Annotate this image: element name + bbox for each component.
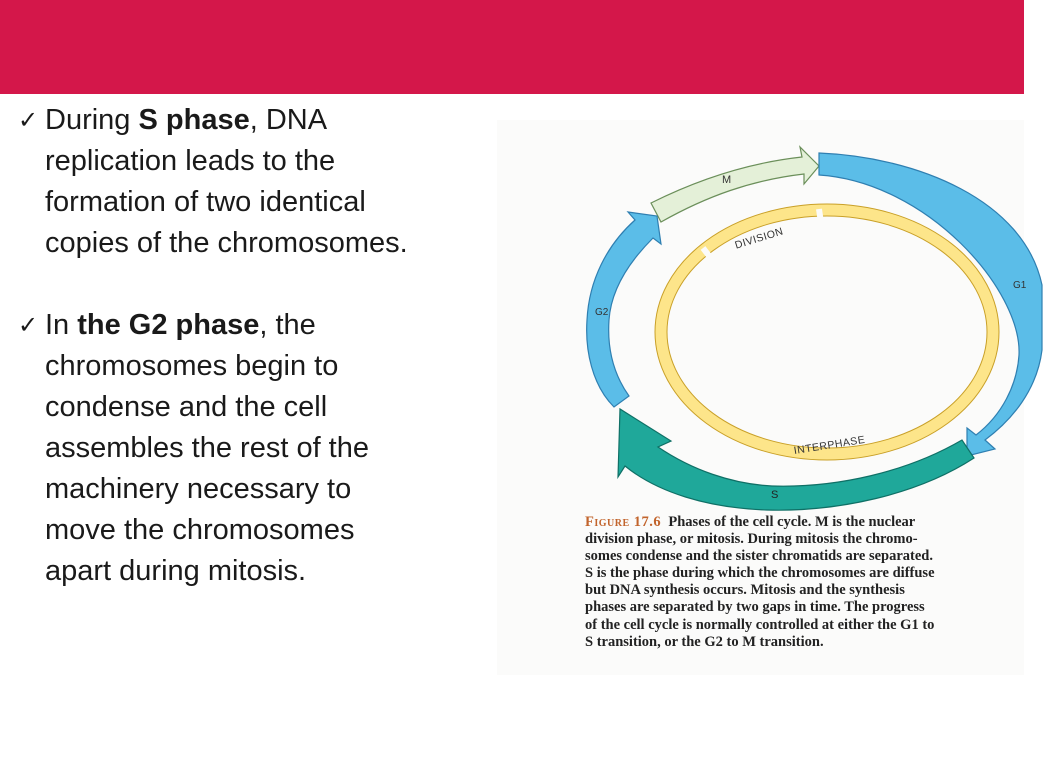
bullet-text-lead: In — [45, 309, 78, 341]
caption-text: Phases of the cell cycle. M is the nuclear — [668, 514, 916, 530]
bullet-g2-phase — [18, 305, 488, 592]
bullet-text — [45, 100, 488, 264]
bullet-text — [45, 305, 488, 592]
g1-phase-label: G1 — [1013, 280, 1027, 291]
s-phase-label: S — [771, 489, 779, 501]
caption-line: phases are separated by two gaps in time. The progress — [585, 599, 925, 616]
bullet-text-lead: During — [45, 104, 139, 136]
s-phase-arrow — [618, 409, 974, 510]
bullet-line: copies of the chromosomes. — [45, 227, 408, 259]
bullet-line: replication leads to the — [45, 145, 336, 177]
g2-phase-label: G2 — [595, 307, 609, 318]
g1-phase-arrow — [819, 153, 1042, 456]
checkmark-icon: ✓ — [18, 311, 39, 339]
interphase-label: INTERPHASE — [793, 433, 867, 457]
bullet-line: apart during mitosis. — [45, 555, 307, 587]
bullet-line: condense and the cell — [45, 391, 328, 423]
m-phase-label: M — [722, 174, 732, 186]
checkmark-icon: ✓ — [18, 106, 39, 134]
ring-gap-right — [819, 209, 821, 223]
cell-cycle-diagram — [497, 120, 1027, 520]
interphase-ring — [661, 210, 993, 454]
caption-line: but DNA synthesis occurs. Mitosis and the synthesis — [585, 582, 905, 599]
header-bar — [0, 0, 1024, 94]
caption-line: S is the phase during which the chromosomes are diffuse — [585, 565, 935, 582]
bullet-s-phase — [18, 100, 488, 264]
bullet-line: machinery necessary to — [45, 473, 352, 505]
bullet-list — [18, 100, 488, 633]
caption-line: division phase, or mitosis. During mitosis the chromo- — [585, 531, 918, 548]
bullet-line: chromosomes begin to — [45, 350, 339, 382]
caption-line: somes condense and the sister chromatids are separated. — [585, 548, 933, 565]
caption-line: of the cell cycle is normally controlled at either the G1 to — [585, 616, 935, 633]
bullet-text-tail: , DNA — [249, 104, 328, 136]
bullet-line: assembles the rest of the — [45, 432, 369, 464]
caption-line: S transition, or the G2 to M transition. — [585, 633, 824, 650]
cell-cycle-figure — [497, 120, 1027, 675]
bullet-term: the G2 phase — [77, 309, 260, 341]
division-label: DIVISION — [733, 225, 785, 252]
caption-line — [585, 514, 1045, 531]
figure-caption — [585, 514, 1045, 651]
bullet-line: move the chromosomes — [45, 514, 355, 546]
caption-label: Figure 17.6 — [585, 514, 662, 530]
bullet-term: S phase — [138, 104, 250, 136]
bullet-line: formation of two identical — [45, 186, 366, 218]
bullet-text-tail: , the — [259, 309, 316, 341]
